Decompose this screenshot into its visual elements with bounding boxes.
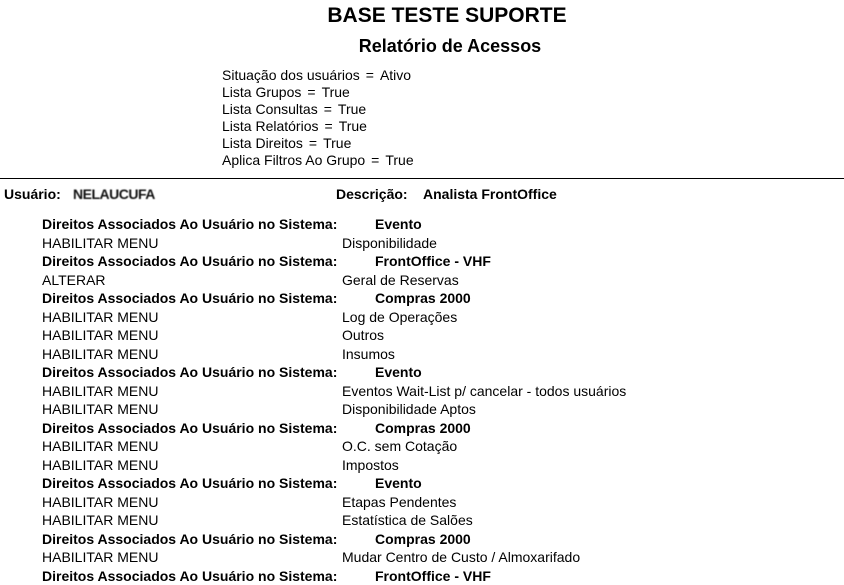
parameter-separator: =	[319, 118, 339, 134]
rights-system-header	[42, 474, 844, 493]
rights-action: HABILITAR MENU	[42, 345, 158, 364]
rights-system-name: Evento	[375, 363, 422, 382]
rights-action: ALTERAR	[42, 271, 106, 290]
rights-item	[42, 382, 844, 401]
rights-action: HABILITAR MENU	[42, 308, 158, 327]
rights-system-name: FrontOffice - VHF	[375, 567, 491, 585]
rights-header-label: Direitos Associados Ao Usuário no Sistema:	[42, 530, 337, 549]
rights-item	[42, 308, 844, 327]
report-subtitle: Relatório de Acessos	[0, 35, 844, 57]
rights-action: HABILITAR MENU	[42, 234, 158, 253]
rights-item	[42, 456, 844, 475]
rights-item	[42, 548, 844, 567]
rights-action: HABILITAR MENU	[42, 493, 158, 512]
rights-action: HABILITAR MENU	[42, 456, 158, 475]
user-value: NELAUCUFA	[73, 185, 155, 203]
rights-system-name: Compras 2000	[375, 419, 471, 438]
rights-action: HABILITAR MENU	[42, 400, 158, 419]
rights-resource: Geral de Reservas	[342, 271, 459, 290]
parameter-line	[222, 67, 414, 84]
rights-resource: Outros	[342, 326, 384, 345]
rights-resource: Estatística de Salões	[342, 511, 473, 530]
rights-item	[42, 400, 844, 419]
rights-resource: Impostos	[342, 456, 399, 475]
rights-system-name: Evento	[375, 215, 422, 234]
parameter-label: Situação dos usuários	[222, 67, 360, 83]
parameter-value: True	[385, 152, 413, 168]
rights-header-label: Direitos Associados Ao Usuário no Sistema:	[42, 289, 337, 308]
parameter-line	[222, 101, 414, 118]
rights-item	[42, 437, 844, 456]
rights-item	[42, 271, 844, 290]
rights-resource: Disponibilidade Aptos	[342, 400, 476, 419]
rights-header-label: Direitos Associados Ao Usuário no Sistema:	[42, 474, 337, 493]
rights-resource: Etapas Pendentes	[342, 493, 456, 512]
rights-system-header	[42, 215, 844, 234]
rights-system-header	[42, 567, 844, 585]
user-info-row	[4, 185, 844, 203]
rights-action: HABILITAR MENU	[42, 437, 158, 456]
rights-list	[42, 215, 844, 585]
rights-system-header	[42, 363, 844, 382]
rights-action: HABILITAR MENU	[42, 326, 158, 345]
rights-system-name: Compras 2000	[375, 289, 471, 308]
description-label: Descrição:	[336, 185, 408, 203]
user-label: Usuário:	[4, 185, 61, 203]
parameter-label: Aplica Filtros Ao Grupo	[222, 152, 365, 168]
parameter-separator: =	[303, 135, 323, 151]
parameter-value: True	[338, 101, 366, 117]
rights-header-label: Direitos Associados Ao Usuário no Sistema:	[42, 215, 337, 234]
parameter-label: Lista Grupos	[222, 84, 301, 100]
rights-item	[42, 493, 844, 512]
rights-system-name: FrontOffice - VHF	[375, 252, 491, 271]
rights-item	[42, 511, 844, 530]
parameter-value: True	[322, 84, 350, 100]
report-title: BASE TESTE SUPORTE	[0, 4, 844, 28]
description-value: Analista FrontOffice	[423, 185, 557, 203]
rights-header-label: Direitos Associados Ao Usuário no Sistema:	[42, 419, 337, 438]
parameter-separator: =	[318, 101, 338, 117]
rights-resource: Insumos	[342, 345, 395, 364]
parameter-separator: =	[365, 152, 385, 168]
rights-item	[42, 234, 844, 253]
parameter-label: Lista Direitos	[222, 135, 303, 151]
rights-action: HABILITAR MENU	[42, 511, 158, 530]
rights-header-label: Direitos Associados Ao Usuário no Sistema:	[42, 252, 337, 271]
parameter-value: True	[339, 118, 367, 134]
header-divider	[0, 178, 844, 179]
parameter-value: True	[323, 135, 351, 151]
rights-header-label: Direitos Associados Ao Usuário no Sistema:	[42, 567, 337, 585]
rights-system-name: Evento	[375, 474, 422, 493]
rights-system-header	[42, 419, 844, 438]
parameter-line	[222, 135, 414, 152]
parameter-line	[222, 152, 414, 169]
parameter-line	[222, 118, 414, 135]
rights-action: HABILITAR MENU	[42, 548, 158, 567]
report-parameters	[222, 67, 414, 169]
rights-item	[42, 345, 844, 364]
parameter-line	[222, 84, 414, 101]
rights-system-header	[42, 289, 844, 308]
parameter-value: Ativo	[380, 67, 411, 83]
rights-resource: Log de Operações	[342, 308, 457, 327]
rights-system-name: Compras 2000	[375, 530, 471, 549]
rights-header-label: Direitos Associados Ao Usuário no Sistema:	[42, 363, 337, 382]
parameter-label: Lista Consultas	[222, 101, 318, 117]
rights-resource: Disponibilidade	[342, 234, 437, 253]
parameter-separator: =	[301, 84, 321, 100]
parameter-separator: =	[360, 67, 380, 83]
rights-resource: O.C. sem Cotação	[342, 437, 457, 456]
parameter-label: Lista Relatórios	[222, 118, 319, 134]
rights-resource: Mudar Centro de Custo / Almoxarifado	[342, 548, 580, 567]
rights-resource: Eventos Wait-List p/ cancelar - todos usuários	[342, 382, 626, 401]
rights-system-header	[42, 252, 844, 271]
rights-item	[42, 326, 844, 345]
rights-system-header	[42, 530, 844, 549]
rights-action: HABILITAR MENU	[42, 382, 158, 401]
